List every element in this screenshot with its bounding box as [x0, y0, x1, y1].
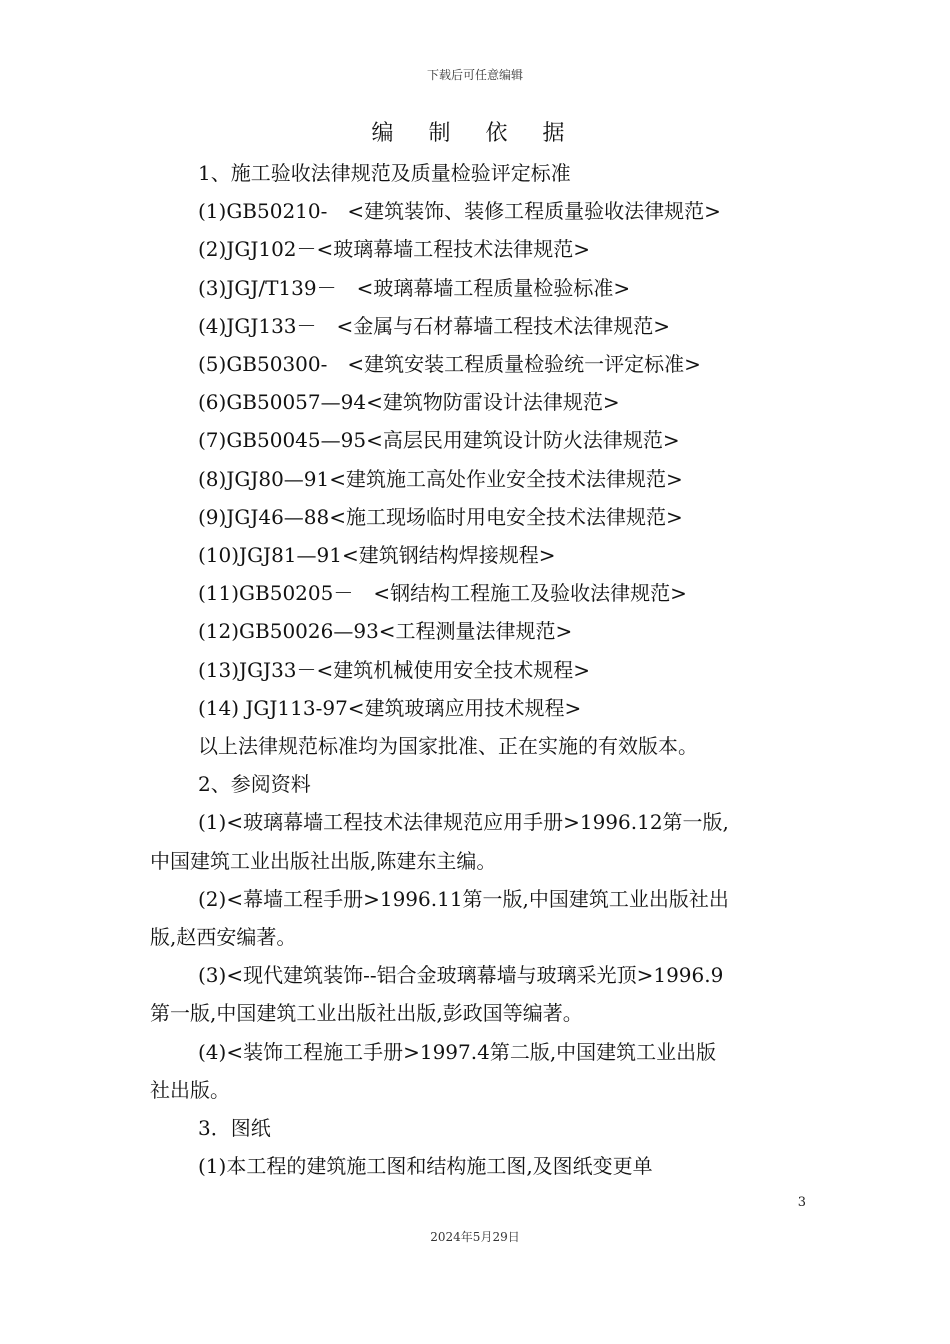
section-heading: 2、参阅资料	[198, 772, 311, 797]
list-item: (12)GB50026—93<工程测量法律规范>	[198, 619, 573, 644]
list-item: (8)JGJ80—91<建筑施工高处作业安全技术法律规范>	[198, 466, 683, 491]
list-item: (5)GB50300- <建筑安装工程质量检验统一评定标准>	[198, 352, 701, 377]
page-header: 下载后可任意编辑	[426, 68, 523, 82]
reference-paragraph	[150, 956, 810, 1032]
list-item: (7)GB50045—95<高层民用建筑设计防火法律规范>	[198, 428, 680, 453]
list-item: (4)JGJ133－ <金属与石材幕墙工程技术法律规范>	[198, 313, 671, 338]
reference-line: 中国建筑工业出版社出版,陈建东主编。	[150, 848, 497, 873]
reference-line: (3)<现代建筑装饰--铝合金玻璃幕墙与玻璃采光顶>1996.9	[198, 963, 724, 988]
reference-paragraph	[150, 880, 810, 956]
reference-paragraph	[150, 803, 810, 879]
section-heading: 1、施工验收法律规范及质量检验评定标准	[198, 161, 571, 185]
list-item: (11)GB50205－ <钢结构工程施工及验收法律规范>	[198, 581, 687, 606]
list-item: (6)GB50057—94<建筑物防雷设计法律规范>	[198, 390, 620, 415]
list-item: (14) JGJ113-97<建筑玻璃应用技术规程>	[198, 695, 582, 720]
document-body	[150, 154, 810, 1185]
page-footer-date: 2024年5月29日	[430, 1230, 520, 1244]
list-item: (9)JGJ46—88<施工现场临时用电安全技术法律规范>	[198, 504, 683, 529]
reference-line: 版,赵西安编著。	[150, 925, 297, 950]
reference-line: (2)<幕墙工程手册>1996.11第一版,中国建筑工业出版社出	[198, 886, 729, 911]
list-item: (2)JGJ102－<玻璃幕墙工程技术法律规范>	[198, 237, 591, 262]
list-item: (13)JGJ33－<建筑机械使用安全技术规程>	[198, 657, 591, 682]
reference-line: (1)<玻璃幕墙工程技术法律规范应用手册>1996.12第一版,	[198, 810, 729, 835]
list-item: (10)JGJ81—91<建筑钢结构焊接规程>	[198, 543, 556, 568]
section-heading: 3．图纸	[198, 1116, 271, 1141]
page-number: 3	[797, 1195, 806, 1210]
list-item: (3)JGJ/T139－ <玻璃幕墙工程质量检验标准>	[198, 275, 631, 300]
list-item: (1)GB50210- <建筑装饰、装修工程质量验收法律规范>	[198, 199, 721, 224]
reference-line: 社出版。	[150, 1077, 230, 1102]
reference-line: (4)<装饰工程施工手册>1997.4第二版,中国建筑工业出版	[198, 1039, 717, 1064]
document-title: 编 制 依 据	[371, 121, 579, 146]
list-item: (1)本工程的建筑施工图和结构施工图,及图纸变更单	[198, 1154, 653, 1179]
reference-paragraph	[150, 1033, 810, 1109]
reference-line: 第一版,中国建筑工业出版社出版,彭政国等编著。	[150, 1001, 583, 1026]
note-paragraph: 以上法律规范标准均为国家批准、正在实施的有效版本。	[198, 734, 698, 759]
